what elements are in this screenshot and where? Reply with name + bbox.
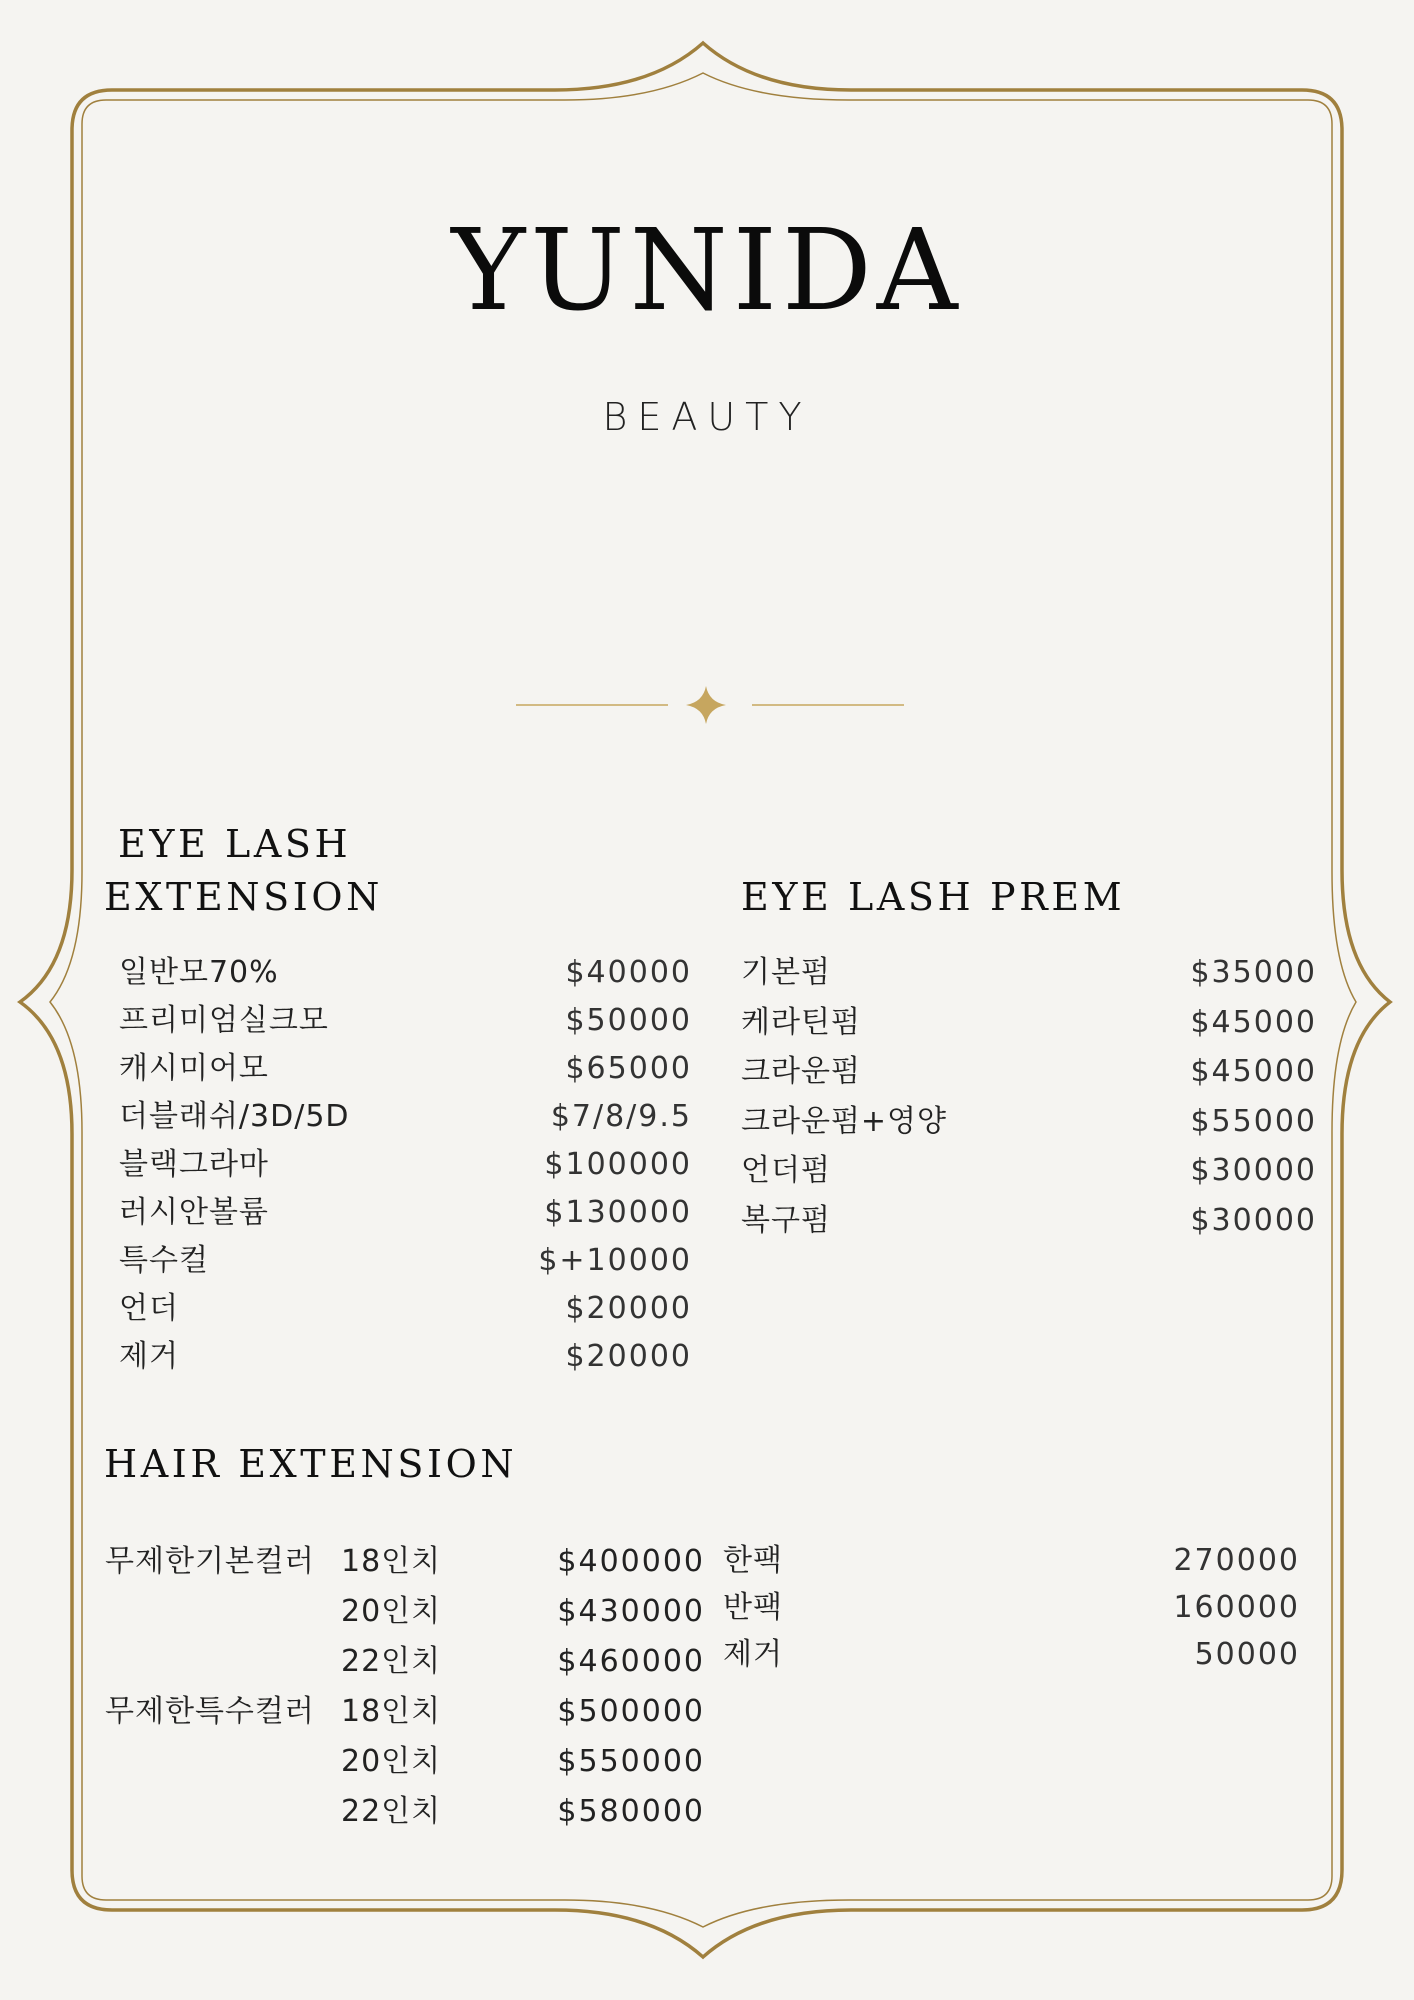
item-size: 20인치 <box>341 1594 442 1629</box>
item-size: 20인치 <box>341 1744 442 1779</box>
item-name: 케라틴펌 <box>741 1004 861 1040</box>
menu-item <box>741 1102 1317 1142</box>
item-name: 제거 <box>119 1339 179 1374</box>
eyelash-extension-heading-line2: EXTENSION <box>104 875 383 919</box>
item-price: $460000 <box>557 1644 705 1679</box>
menu-item <box>741 1151 1317 1191</box>
item-name: 러시안볼륨 <box>119 1195 269 1230</box>
item-price: $50000 <box>565 1003 692 1038</box>
item-price: $550000 <box>557 1744 705 1779</box>
item-name: 반팩 <box>723 1590 783 1625</box>
menu-item <box>119 1145 692 1185</box>
item-size: 18인치 <box>341 1544 442 1579</box>
eyelash-extension-heading-line1: EYE LASH <box>118 822 352 866</box>
item-price: $580000 <box>557 1794 705 1829</box>
item-price: $45000 <box>1190 1054 1317 1090</box>
item-size: 22인치 <box>341 1644 442 1679</box>
item-price: $65000 <box>565 1051 692 1086</box>
item-name: 제거 <box>723 1637 783 1672</box>
pack-item <box>723 1541 1300 1581</box>
item-price: $7/8/9.5 <box>550 1099 692 1134</box>
item-price: 50000 <box>1194 1637 1300 1672</box>
hair-menu-item <box>105 1590 705 1634</box>
item-name: 언더펌 <box>741 1153 831 1189</box>
item-price: $20000 <box>565 1339 692 1374</box>
item-name: 블랙그라마 <box>119 1147 269 1182</box>
item-price: $40000 <box>565 955 692 990</box>
item-name: 캐시미어모 <box>119 1051 269 1086</box>
brand-subtitle: BEAUTY <box>602 395 812 439</box>
item-price: 160000 <box>1173 1590 1300 1625</box>
hair-menu-item <box>105 1740 705 1784</box>
item-price: $45000 <box>1190 1004 1317 1040</box>
menu-item <box>741 953 1317 993</box>
item-name: 언더 <box>119 1291 179 1326</box>
item-name: 무제한기본컬러 <box>105 1544 315 1579</box>
menu-item <box>741 1052 1317 1092</box>
menu-item <box>119 1193 692 1233</box>
hair-menu-item <box>105 1690 705 1734</box>
hair-extension-heading: HAIR EXTENSION <box>104 1442 518 1486</box>
ornamental-divider <box>510 680 910 730</box>
item-name: 크라운펌+영양 <box>741 1103 948 1139</box>
item-price: $100000 <box>544 1147 692 1182</box>
item-price: $20000 <box>565 1291 692 1326</box>
menu-item <box>119 953 692 993</box>
item-name: 한팩 <box>723 1543 783 1578</box>
pack-item <box>723 1635 1300 1675</box>
item-name: 무제한특수컬러 <box>105 1694 315 1729</box>
sparkle-icon <box>686 686 726 724</box>
item-price: $430000 <box>557 1594 705 1629</box>
item-price: $+10000 <box>538 1243 692 1278</box>
item-price: 270000 <box>1173 1543 1300 1578</box>
menu-item <box>119 1049 692 1089</box>
item-price: $500000 <box>557 1694 705 1729</box>
menu-item <box>741 1003 1317 1043</box>
hair-menu-item <box>105 1540 705 1584</box>
item-price: $35000 <box>1190 955 1317 990</box>
item-size: 18인치 <box>341 1694 442 1729</box>
item-name: 더블래쉬/3D/5D <box>119 1099 350 1134</box>
item-name: 프리미엄실크모 <box>119 1003 329 1038</box>
item-name: 일반모70% <box>119 955 279 990</box>
eyelash-perm-heading: EYE LASH PREM <box>741 875 1126 919</box>
menu-item <box>119 1289 692 1329</box>
pack-item <box>723 1588 1300 1628</box>
brand-title: YUNIDA <box>451 206 963 336</box>
menu-item <box>119 1097 692 1137</box>
item-price: $30000 <box>1190 1203 1317 1238</box>
menu-item <box>741 1201 1317 1241</box>
item-price: $400000 <box>557 1544 705 1579</box>
item-price: $30000 <box>1190 1153 1317 1189</box>
item-name: 기본펌 <box>741 955 831 990</box>
menu-item <box>119 1241 692 1281</box>
hair-menu-item <box>105 1640 705 1684</box>
item-name: 크라운펌 <box>741 1054 861 1090</box>
menu-item <box>119 1001 692 1041</box>
item-size: 22인치 <box>341 1794 442 1829</box>
item-price: $55000 <box>1190 1103 1317 1139</box>
hair-menu-item <box>105 1790 705 1834</box>
item-price: $130000 <box>544 1195 692 1230</box>
menu-item <box>119 1337 692 1377</box>
item-name: 복구펌 <box>741 1203 831 1238</box>
item-name: 특수컬 <box>119 1243 209 1278</box>
